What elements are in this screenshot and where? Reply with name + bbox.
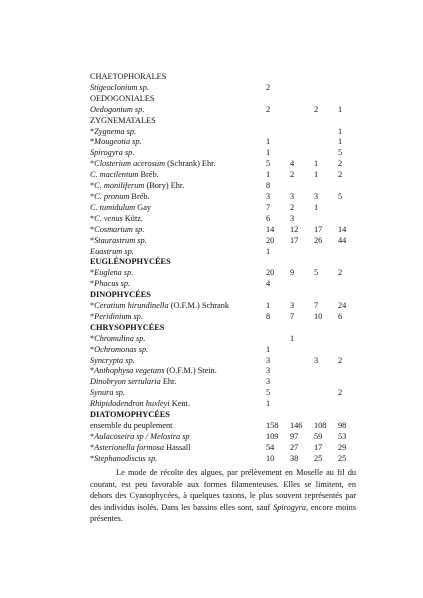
count-cell xyxy=(314,388,338,399)
count-cell: 2 xyxy=(266,82,271,92)
species-name: Closterium acerosum xyxy=(94,159,166,169)
species-name: Stigeoclonium sp. xyxy=(90,82,149,92)
taxon-name-cell xyxy=(90,388,266,399)
count-cell: 1 xyxy=(266,137,271,147)
count-cell: 3 xyxy=(266,377,271,387)
count-cell xyxy=(266,334,290,345)
count-cell xyxy=(338,72,358,83)
species-name: Mougeotia sp. xyxy=(94,137,142,147)
species-name: Anthophysa vegetans xyxy=(94,366,165,376)
count-cell: 5 xyxy=(266,388,271,398)
table-row xyxy=(90,148,358,159)
species-name: Ochromonas sp. xyxy=(94,344,149,354)
table-row xyxy=(90,345,358,356)
species-name: Asterionella formosa xyxy=(94,442,164,452)
count-cell: 3 xyxy=(266,191,271,201)
count-cell xyxy=(338,247,358,258)
count-cell xyxy=(338,257,358,268)
species-name: Synura sp. xyxy=(90,388,126,398)
count-cell: 1 xyxy=(290,333,295,343)
table-row xyxy=(90,105,358,116)
species-authority: Kütz. xyxy=(122,213,144,223)
asterisk-marker: * xyxy=(90,191,95,201)
count-cell: 3 xyxy=(266,366,271,376)
count-cell: 98 xyxy=(338,421,347,430)
species-name: C. tumidulum xyxy=(90,202,136,212)
taxon-name-cell xyxy=(90,454,266,465)
species-name: Aulacoseira sp / Melosira sp xyxy=(94,431,190,441)
taxon-name-cell xyxy=(90,181,266,192)
count-cell xyxy=(314,290,338,301)
count-cell: 14 xyxy=(266,224,275,234)
asterisk-marker: * xyxy=(90,126,95,136)
count-cell xyxy=(290,410,314,421)
table-row xyxy=(90,192,358,203)
count-cell xyxy=(266,323,290,334)
table-row xyxy=(90,137,358,148)
count-cell: 25 xyxy=(314,453,323,463)
count-cell xyxy=(290,148,314,159)
count-cell xyxy=(290,257,314,268)
count-cell xyxy=(290,323,314,334)
count-cell: 2 xyxy=(290,170,295,180)
count-cell xyxy=(338,323,358,334)
count-cell xyxy=(314,181,338,192)
count-cell: 44 xyxy=(338,235,347,245)
paragraph-part-2: , encore moins présentes. xyxy=(90,502,356,524)
count-cell: 10 xyxy=(314,311,323,321)
count-cell xyxy=(290,137,314,148)
species-name: Peridinium sp. xyxy=(94,311,144,321)
group-heading-row xyxy=(90,72,358,83)
count-cell: 17 xyxy=(314,224,323,234)
group-heading: DINOPHYCÉES xyxy=(90,290,151,300)
count-cell xyxy=(338,116,358,127)
species-name: C. venus xyxy=(94,213,123,223)
asterisk-marker: * xyxy=(90,181,95,191)
count-cell: 9 xyxy=(290,268,295,278)
count-cell: 3 xyxy=(266,355,271,365)
taxon-name-cell xyxy=(90,148,266,159)
asterisk-marker: * xyxy=(90,235,95,245)
table-row xyxy=(90,203,358,214)
count-cell xyxy=(338,399,358,410)
asterisk-marker: * xyxy=(90,333,95,343)
asterisk-marker: * xyxy=(90,311,95,321)
species-authority: (O.F.M.) Schrank xyxy=(168,301,230,311)
species-name: Oedogonium sp. xyxy=(90,104,145,114)
species-authority: Bréb. xyxy=(129,191,150,201)
count-cell: 14 xyxy=(338,224,347,234)
count-cell: 1 xyxy=(314,170,319,180)
count-cell xyxy=(314,116,338,127)
species-authority: Gay xyxy=(135,202,152,212)
taxon-name-cell xyxy=(90,399,266,410)
asterisk-marker: * xyxy=(90,268,95,278)
group-heading-row xyxy=(90,323,358,334)
count-cell xyxy=(290,345,314,356)
count-cell xyxy=(314,334,338,345)
asterisk-marker: * xyxy=(90,159,95,169)
group-heading-row xyxy=(90,94,358,105)
count-cell xyxy=(314,366,338,377)
table-row xyxy=(90,443,358,454)
asterisk-marker: * xyxy=(90,213,95,223)
count-cell: 1 xyxy=(338,126,343,136)
paragraph-italic-genus: Spirogyra xyxy=(273,502,306,512)
table-row xyxy=(90,356,358,367)
taxon-name-cell xyxy=(90,203,266,214)
count-cell xyxy=(290,94,314,105)
count-cell xyxy=(338,410,358,421)
count-cell xyxy=(290,181,314,192)
taxon-name-cell xyxy=(90,345,266,356)
count-cell: 2 xyxy=(338,355,343,365)
taxon-name-cell xyxy=(90,105,266,116)
species-table-body xyxy=(90,72,358,465)
count-cell: 1 xyxy=(266,399,271,409)
taxon-name-cell xyxy=(90,312,266,323)
table-row xyxy=(90,225,358,236)
taxon-name-cell xyxy=(90,170,266,181)
species-authority: (Schrank) Ehr. xyxy=(165,159,216,169)
count-cell xyxy=(338,203,358,214)
species-name: Phacus sp. xyxy=(94,279,131,289)
count-cell: 4 xyxy=(266,279,271,289)
group-heading: DIATOMOPHYCÉES xyxy=(90,410,170,420)
count-cell: 2 xyxy=(338,268,343,278)
count-cell xyxy=(314,137,338,148)
taxon-name-cell xyxy=(90,279,266,290)
count-cell: 27 xyxy=(290,442,299,452)
taxon-name-cell xyxy=(90,421,266,432)
count-cell: 2 xyxy=(266,104,271,114)
table-row xyxy=(90,127,358,138)
asterisk-marker: * xyxy=(90,431,95,441)
count-cell: 3 xyxy=(290,191,295,201)
taxon-name-cell xyxy=(90,356,266,367)
table-row xyxy=(90,214,358,225)
count-cell xyxy=(290,366,314,377)
count-cell: 1 xyxy=(338,137,343,147)
table-row xyxy=(90,312,358,323)
count-cell xyxy=(290,72,314,83)
count-cell xyxy=(266,290,290,301)
count-cell xyxy=(290,356,314,367)
count-cell: 2 xyxy=(314,104,319,114)
count-cell xyxy=(314,279,338,290)
count-cell: 5 xyxy=(314,268,319,278)
count-cell xyxy=(338,290,358,301)
table-row xyxy=(90,334,358,345)
species-authority: Hassall xyxy=(164,442,191,452)
table-row xyxy=(90,301,358,312)
count-cell: 53 xyxy=(338,431,347,441)
count-cell: 20 xyxy=(266,268,275,278)
species-name: Zygnema sp. xyxy=(94,126,137,136)
count-cell: 3 xyxy=(314,191,319,201)
species-name: Stephanodiscus sp. xyxy=(94,453,158,463)
taxon-name-cell xyxy=(90,268,266,279)
count-cell: 6 xyxy=(266,213,271,223)
species-authority: (O.F.M.) Stein. xyxy=(164,366,217,376)
count-cell: 3 xyxy=(290,301,295,311)
species-authority: Kent. xyxy=(169,399,190,409)
table-row xyxy=(90,279,358,290)
taxon-name-cell xyxy=(90,432,266,443)
count-cell: 29 xyxy=(338,442,347,452)
group-heading-row xyxy=(90,410,358,421)
count-cell xyxy=(314,148,338,159)
count-cell xyxy=(338,345,358,356)
count-cell: 146 xyxy=(290,421,303,430)
species-name: Euastrum sp. xyxy=(90,246,134,256)
count-cell xyxy=(290,290,314,301)
species-name: Dinobryon sertularia xyxy=(90,377,161,387)
count-cell xyxy=(314,345,338,356)
table-row xyxy=(90,268,358,279)
table-row xyxy=(90,236,358,247)
asterisk-marker: * xyxy=(90,301,95,311)
count-cell xyxy=(314,83,338,94)
taxon-name-cell xyxy=(90,192,266,203)
table-row xyxy=(90,432,358,443)
count-cell: 2 xyxy=(290,202,295,212)
count-cell: 3 xyxy=(290,213,295,223)
count-cell: 6 xyxy=(338,311,343,321)
count-cell xyxy=(338,214,358,225)
taxon-name-cell xyxy=(90,214,266,225)
count-cell: 17 xyxy=(290,235,299,245)
count-cell: 17 xyxy=(314,442,323,452)
species-name: Rhipidodendron huxleyi xyxy=(90,399,170,409)
count-cell xyxy=(314,94,338,105)
species-name: C. pronum xyxy=(94,191,130,201)
count-cell: 5 xyxy=(338,191,343,201)
count-cell: 109 xyxy=(266,431,279,441)
species-name: Spirogyra sp. xyxy=(90,148,135,158)
count-cell xyxy=(290,279,314,290)
taxon-name-cell xyxy=(90,334,266,345)
table-row xyxy=(90,421,358,432)
group-heading-row xyxy=(90,290,358,301)
count-cell: 2 xyxy=(338,388,343,398)
table-row xyxy=(90,181,358,192)
table-row xyxy=(90,159,358,170)
species-table xyxy=(90,72,358,465)
species-name: Ceratium hirundinella xyxy=(94,301,169,311)
count-cell: 5 xyxy=(338,148,343,158)
paragraph-part-1: Le mode de récolte des algues, par prélèvement en Moselle au fil du courant, est peu favorable aux formes filamenteuses. Elles se limitent, en dehors des Cyanophycées, à quelques taxons, le plus souvent représentés par des individus isolés. Dans les bassins elles sont, sauf xyxy=(90,468,356,512)
count-cell xyxy=(290,377,314,388)
count-cell: 1 xyxy=(266,301,271,311)
species-authority: Ehr. xyxy=(160,377,177,387)
group-heading-row xyxy=(90,116,358,127)
group-heading: ZYGNEMATALES xyxy=(90,115,156,125)
count-cell xyxy=(266,116,290,127)
species-name: Syncrypta sp. xyxy=(90,355,135,365)
count-cell: 2 xyxy=(338,170,343,180)
count-cell xyxy=(338,83,358,94)
count-cell: 1 xyxy=(314,159,319,169)
table-row xyxy=(90,83,358,94)
group-heading: OEDOGONIALES xyxy=(90,93,155,103)
count-cell xyxy=(338,377,358,388)
table-row xyxy=(90,377,358,388)
count-cell: 1 xyxy=(338,104,343,114)
table-row xyxy=(90,388,358,399)
count-cell: 7 xyxy=(266,202,271,212)
taxon-name-cell xyxy=(90,137,266,148)
count-cell xyxy=(290,127,314,138)
count-cell: 1 xyxy=(266,344,271,354)
count-cell: 7 xyxy=(314,301,319,311)
count-cell: 2 xyxy=(338,159,343,169)
taxon-name-cell xyxy=(90,159,266,170)
count-cell: 1 xyxy=(266,246,271,256)
count-cell xyxy=(290,247,314,258)
taxon-name-cell xyxy=(90,301,266,312)
count-cell: 1 xyxy=(266,170,271,180)
table-row xyxy=(90,247,358,258)
group-heading-row xyxy=(90,257,358,268)
asterisk-marker: * xyxy=(90,442,95,452)
count-cell xyxy=(266,127,290,138)
count-cell xyxy=(266,94,290,105)
count-cell: 97 xyxy=(290,431,299,441)
taxon-name-cell xyxy=(90,366,266,377)
species-authority: ensemble du peuplement xyxy=(90,421,173,430)
group-heading: CHRYSOPHYCÉES xyxy=(90,322,165,332)
count-cell xyxy=(338,94,358,105)
body-paragraph xyxy=(90,467,356,525)
count-cell xyxy=(314,127,338,138)
asterisk-marker: * xyxy=(90,344,95,354)
count-cell xyxy=(338,181,358,192)
taxon-name-cell xyxy=(90,236,266,247)
asterisk-marker: * xyxy=(90,137,95,147)
count-cell: 20 xyxy=(266,235,275,245)
asterisk-marker: * xyxy=(90,366,95,376)
count-cell: 1 xyxy=(314,202,319,212)
taxon-name-cell xyxy=(90,377,266,388)
count-cell: 54 xyxy=(266,442,275,452)
count-cell: 3 xyxy=(314,355,319,365)
species-name: C. moniliferum xyxy=(94,181,145,191)
count-cell xyxy=(290,388,314,399)
count-cell: 24 xyxy=(338,301,347,311)
table-row xyxy=(90,399,358,410)
count-cell xyxy=(266,410,290,421)
count-cell: 7 xyxy=(290,311,295,321)
count-cell xyxy=(266,72,290,83)
count-cell xyxy=(338,334,358,345)
count-cell: 59 xyxy=(314,431,323,441)
count-cell: 158 xyxy=(266,421,279,430)
asterisk-marker: * xyxy=(90,224,95,234)
group-heading: CHAETOPHORALES xyxy=(90,72,167,81)
table-row xyxy=(90,454,358,465)
count-cell xyxy=(266,257,290,268)
species-name: Euglena sp. xyxy=(94,268,134,278)
species-authority: Bréb. xyxy=(138,170,159,180)
count-cell: 25 xyxy=(338,453,347,463)
species-name: Chromulina sp. xyxy=(94,333,146,343)
taxon-name-cell xyxy=(90,443,266,454)
count-cell: 108 xyxy=(314,421,327,430)
count-cell: 10 xyxy=(266,453,275,463)
count-cell: 38 xyxy=(290,453,299,463)
count-cell: 1 xyxy=(266,148,271,158)
count-cell: 4 xyxy=(290,159,295,169)
asterisk-marker: * xyxy=(90,279,95,289)
count-cell xyxy=(314,257,338,268)
group-heading: EUGLÉNOPHYCÉES xyxy=(90,257,171,267)
count-cell xyxy=(338,366,358,377)
count-cell xyxy=(314,214,338,225)
paragraph-text xyxy=(90,467,356,525)
count-cell: 5 xyxy=(266,159,271,169)
table-row xyxy=(90,366,358,377)
count-cell xyxy=(338,279,358,290)
asterisk-marker: * xyxy=(90,453,95,463)
taxon-name-cell xyxy=(90,225,266,236)
species-name: Cosmarium sp. xyxy=(94,224,145,234)
count-cell: 8 xyxy=(266,181,271,191)
taxon-name-cell xyxy=(90,247,266,258)
species-authority: (Bory) Ehr. xyxy=(144,181,185,191)
count-cell xyxy=(290,105,314,116)
count-cell xyxy=(314,377,338,388)
count-cell: 8 xyxy=(266,311,271,321)
count-cell: 12 xyxy=(290,224,299,234)
species-name: C. macilentum xyxy=(90,170,139,180)
taxon-name-cell xyxy=(90,83,266,94)
count-cell: 26 xyxy=(314,235,323,245)
count-cell xyxy=(290,83,314,94)
species-name: Staurastrum sp. xyxy=(94,235,147,245)
count-cell xyxy=(314,323,338,334)
count-cell xyxy=(314,399,338,410)
taxon-name-cell xyxy=(90,127,266,138)
count-cell xyxy=(314,410,338,421)
count-cell xyxy=(290,399,314,410)
count-cell xyxy=(314,72,338,83)
table-row xyxy=(90,170,358,181)
count-cell xyxy=(290,116,314,127)
count-cell xyxy=(314,247,338,258)
